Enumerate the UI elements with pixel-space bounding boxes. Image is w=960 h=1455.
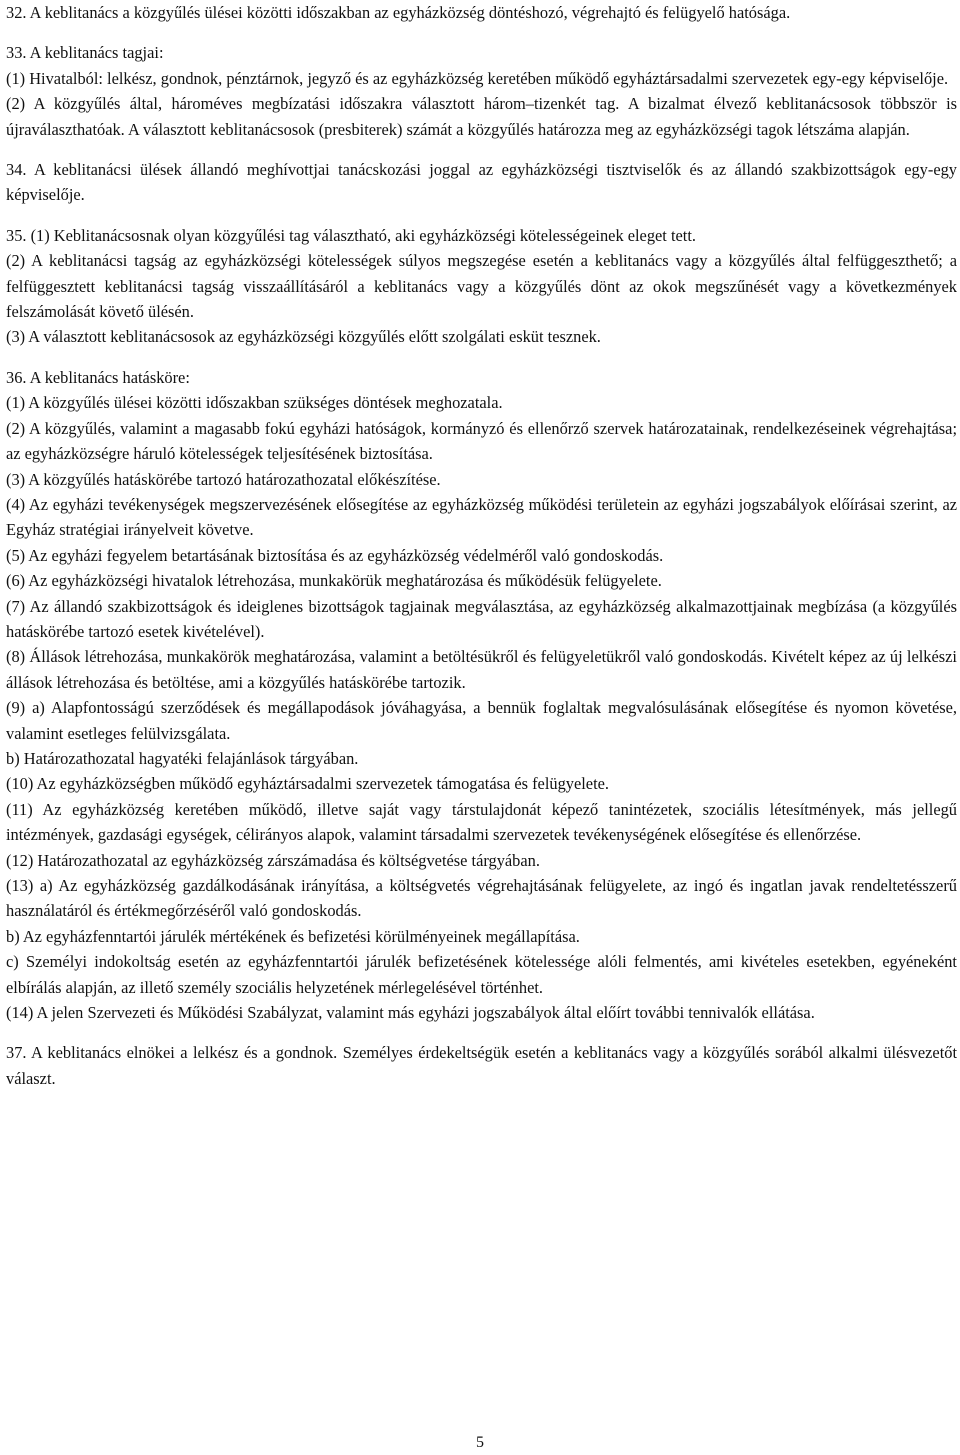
paragraph: 32. A keblitanács a közgyűlés ülései közötti időszakban az egyházközség döntéshozó, végrehajtó és felügyelő hatósága. xyxy=(6,3,791,22)
paragraph: 37. A keblitanács elnökei a lelkész és a gondnok. Személyes érdekeltségük esetén a keblitanács vagy a közgyűlés sorából alkalmi ülésvezetőt választ. xyxy=(6,1043,957,1088)
section-36 xyxy=(6,365,957,1026)
document-page xyxy=(6,0,957,1091)
paragraph: (4) Az egyházi tevékenységek megszervezésének elősegítése az egyházközség működési területein az egyházi jogszabályok előírásai szerint, az Egyház stratégiai irányelveit követve. xyxy=(6,494,957,540)
paragraph: (13) a) Az egyházközség gazdálkodásának irányítása, a költségvetés végrehajtásának felügyelete, az ingó és ingatlan javak rendeltetésszerű használatáról és értékmegőrzéséről való gondoskodás. xyxy=(6,876,957,921)
section-34 xyxy=(6,157,957,208)
paragraph: (10) Az egyházközségben működő egyháztársadalmi szervezetek támogatása és felügyelete. xyxy=(6,774,610,794)
paragraph: b) Az egyházfenntartói járulék mértékének és befizetési körülményeinek megállapítása. xyxy=(6,926,580,946)
section-35 xyxy=(6,223,957,350)
section-37 xyxy=(6,1040,957,1091)
paragraph: 33. A keblitanács tagjai: xyxy=(6,43,164,63)
paragraph: (1) A közgyűlés ülései közötti időszakban szükséges döntések meghozatala. xyxy=(6,393,503,413)
paragraph: (2) A keblitanácsi tagság az egyházközségi kötelességek súlyos megszegése esetén a keblitanács vagy a közgyűlés által felfüggeszthető; a felfüggesztett keblitanácsi tagság visszaállításáról a keblitanács vagy a közgyűlés dönt az okok megszűnését vagy a következmények felszámolását követő ülésén. xyxy=(6,251,957,322)
paragraph: 34. A keblitanácsi ülések állandó meghívottjai tanácskozási joggal az egyházközségi tisztviselők és az állandó szakbizottságok egy-egy képviselője. xyxy=(6,160,957,205)
section-32 xyxy=(6,0,957,25)
paragraph: c) Személyi indokoltság esetén az egyházfenntartói járulék befizetésének kötelessége alóli felmentés, ami kivételes esetekben, egyéneként elbírálás alapján, az illető személy szociális helyzetének mérlegelésével történhet. xyxy=(6,952,957,997)
paragraph: 35. (1) Keblitanácsosnak olyan közgyűlési tag választható, aki egyházközségi kötelességeinek eleget tett. xyxy=(6,225,696,245)
paragraph: b) Határozathozatal hagyatéki felajánlások tárgyában. xyxy=(6,748,359,768)
paragraph: (12) Határozathozatal az egyházközség zárszámadása és költségvetése tárgyában. xyxy=(6,850,540,870)
section-33 xyxy=(6,40,957,142)
paragraph: 36. A keblitanács hatásköre: xyxy=(6,367,190,387)
paragraph: (5) Az egyházi fegyelem betartásának biztosítása és az egyházközség védelméről való gondoskodás. xyxy=(6,545,664,565)
paragraph: (3) A választott keblitanácsosok az egyházközségi közgyűlés előtt szolgálati esküt tesznek. xyxy=(6,327,601,347)
paragraph: (2) A közgyűlés, valamint a magasabb fokú egyházi hatóságok, kormányzó és ellenőrző szervek határozatainak, rendelkezéseinek végrehajtása; az egyházközségre háruló kötelességek teljesítésének biztosítása. xyxy=(6,418,957,464)
paragraph: (7) Az állandó szakbizottságok és ideiglenes bizottságok tagjainak megválasztása, az egyházközség alkalmazottjainak megbízása (a közgyűlés hatáskörébe tartozó esetek kivételével). xyxy=(6,596,957,641)
paragraph: (11) Az egyházközség keretében működő, illetve saját vagy társtulajdonát képező tanintézetek, szociális létesítmények, más jellegű intézmények, gazdasági egységek, célirányos alapok, valamint társadalmi szervezetek tevékenységének elősegítése és ellenőrzése. xyxy=(6,799,957,845)
paragraph: (6) Az egyházközségi hivatalok létrehozása, munkakörük meghatározása és működésük felügyelete. xyxy=(6,571,662,591)
paragraph: (8) Állások létrehozása, munkakörök meghatározása, valamint a betöltésükről és felügyeletükről való gondoskodás. Kivételt képez az új lelkészi állások létrehozása és betöltése, ami a közgyűlés hatáskörébe tartozik. xyxy=(6,647,957,692)
paragraph: (1) Hivatalból: lelkész, gondnok, pénztárnok, jegyző és az egyházközség keretében működő egyháztársadalmi szervezetek egy-egy képviselője. xyxy=(6,68,949,88)
paragraph: (14) A jelen Szervezeti és Működési Szabályzat, valamint más egyházi jogszabályok által előírt további tennivalók ellátása. xyxy=(6,1003,815,1023)
paragraph: (2) A közgyűlés által, hároméves megbízatási időszakra választott három–tizenkét tag. A bizalmat élvező keblitanácsosok többször is újraválaszthatóak. A választott keblitanácsosok (presbiterek) számát a közgyűlés határozza meg az egyházközségi tagok létszáma alapján. xyxy=(6,94,957,139)
paragraph: (3) A közgyűlés hatáskörébe tartozó határozathozatal előkészítése. xyxy=(6,469,441,489)
page-number: 5 xyxy=(476,1434,484,1451)
paragraph: (9) a) Alapfontosságú szerződések és megállapodások jóváhagyása, a bennük foglaltak megvalósulásának elősegítése és nyomon követése, valamint esetleges felülvizsgálata. xyxy=(6,698,957,743)
